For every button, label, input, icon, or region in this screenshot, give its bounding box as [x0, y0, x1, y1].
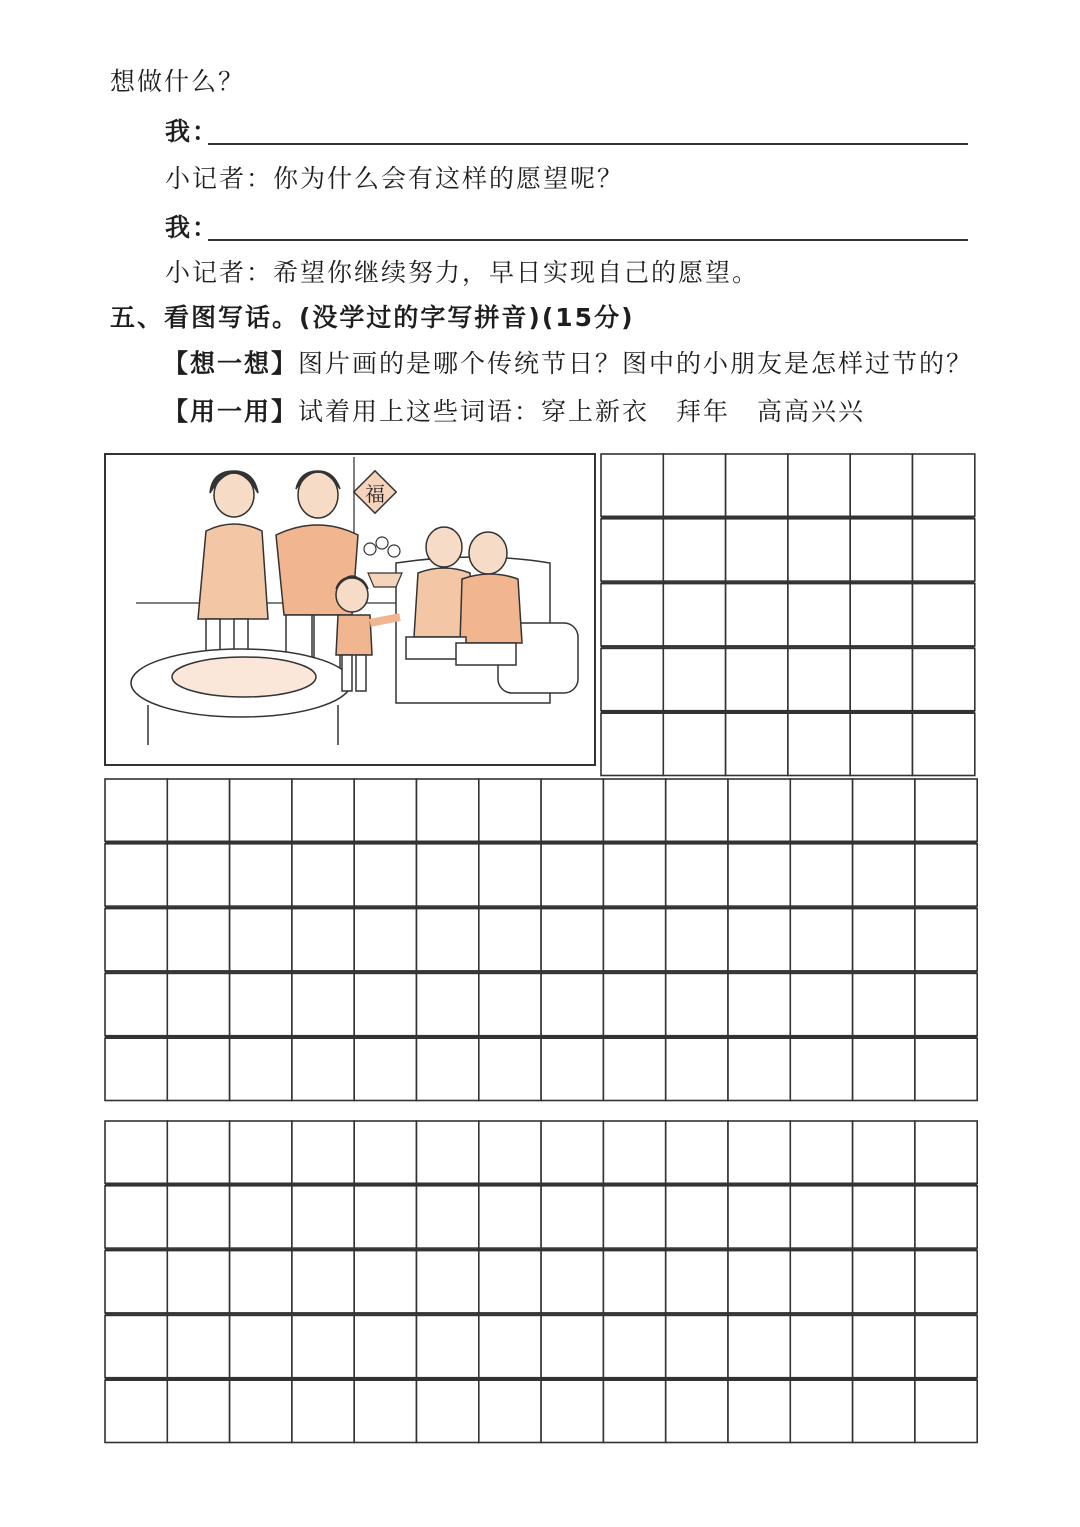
grid-cell[interactable]	[853, 779, 915, 841]
grid-cell[interactable]	[790, 844, 852, 906]
grid-cell[interactable]	[541, 973, 603, 1035]
grid-cell[interactable]	[230, 1380, 292, 1442]
grid-cell[interactable]	[230, 1251, 292, 1313]
grid-cell[interactable]	[541, 1251, 603, 1313]
grid-cell[interactable]	[417, 844, 479, 906]
grid-cell[interactable]	[479, 1038, 541, 1100]
grid-cell[interactable]	[601, 713, 663, 775]
grid-cell[interactable]	[850, 648, 912, 710]
illustration-frame	[104, 453, 596, 766]
grid-cell[interactable]	[417, 779, 479, 841]
grid-cell[interactable]	[167, 909, 229, 971]
grid-cell[interactable]	[601, 584, 663, 646]
grid-cell[interactable]	[853, 1038, 915, 1100]
grid-cell[interactable]	[167, 1038, 229, 1100]
fu-sign	[354, 471, 396, 513]
grid-cell[interactable]	[230, 1121, 292, 1183]
grid-cell[interactable]	[663, 584, 725, 646]
grid-cell[interactable]	[417, 1315, 479, 1377]
grid-cell[interactable]	[354, 1315, 416, 1377]
grid-cell[interactable]	[292, 1315, 354, 1377]
grid-cell[interactable]	[853, 1251, 915, 1313]
grid-cell[interactable]	[853, 1186, 915, 1248]
grid-cell[interactable]	[230, 1038, 292, 1100]
grid-cell[interactable]	[479, 973, 541, 1035]
grid-cell[interactable]	[167, 1380, 229, 1442]
grid-cell[interactable]	[601, 519, 663, 581]
grid-cell[interactable]	[790, 1121, 852, 1183]
grid-cell[interactable]	[850, 454, 912, 516]
grid-cell[interactable]	[541, 1186, 603, 1248]
grid-cell[interactable]	[788, 584, 850, 646]
grid-cell[interactable]	[601, 454, 663, 516]
answer-line-2[interactable]	[208, 239, 968, 241]
grid-cell[interactable]	[105, 909, 167, 971]
grid-cell[interactable]	[292, 1186, 354, 1248]
grid-cell[interactable]	[479, 779, 541, 841]
grid-cell[interactable]	[915, 1121, 977, 1183]
grid-cell[interactable]	[790, 1315, 852, 1377]
writing-grid-block-2	[104, 778, 978, 1106]
dumpling-table	[131, 649, 351, 745]
grid-cell[interactable]	[790, 779, 852, 841]
grid-svg	[600, 453, 976, 777]
grid-cell[interactable]	[790, 1251, 852, 1313]
writing-grid-block-3	[104, 1120, 978, 1448]
use-label: 【用一用】	[163, 397, 299, 426]
grid-cell[interactable]	[603, 1121, 665, 1183]
grid-cell[interactable]	[105, 1038, 167, 1100]
grandparents-figures	[406, 527, 522, 665]
grid-svg	[104, 1120, 978, 1444]
grid-cell[interactable]	[913, 713, 975, 775]
grid-cell[interactable]	[728, 1186, 790, 1248]
grid-cell[interactable]	[230, 973, 292, 1035]
grid-cell[interactable]	[790, 909, 852, 971]
grid-cell[interactable]	[853, 1315, 915, 1377]
grid-cell[interactable]	[728, 1380, 790, 1442]
grid-cell[interactable]	[850, 713, 912, 775]
grid-cell[interactable]	[230, 844, 292, 906]
grid-cell[interactable]	[663, 713, 725, 775]
grid-cell[interactable]	[167, 1186, 229, 1248]
grid-cell[interactable]	[417, 973, 479, 1035]
grid-cell[interactable]	[850, 519, 912, 581]
grid-cell[interactable]	[105, 1315, 167, 1377]
mother-figure	[198, 471, 268, 665]
writing-grid-beside-picture	[600, 453, 976, 781]
grid-cell[interactable]	[292, 844, 354, 906]
grid-cell[interactable]	[354, 844, 416, 906]
grid-cell[interactable]	[603, 844, 665, 906]
grid-cell[interactable]	[853, 1121, 915, 1183]
grid-cell[interactable]	[726, 648, 788, 710]
me-label-1: 我：	[165, 117, 220, 146]
grid-cell[interactable]	[230, 1186, 292, 1248]
grid-cell[interactable]	[105, 844, 167, 906]
grid-cell[interactable]	[666, 1186, 728, 1248]
grid-cell[interactable]	[790, 1380, 852, 1442]
grid-cell[interactable]	[292, 1251, 354, 1313]
grid-cell[interactable]	[541, 1315, 603, 1377]
grid-cell[interactable]	[726, 584, 788, 646]
grid-cell[interactable]	[230, 1315, 292, 1377]
grid-cell[interactable]	[354, 1121, 416, 1183]
grid-cell[interactable]	[663, 648, 725, 710]
grid-cell[interactable]	[853, 909, 915, 971]
grid-cell[interactable]	[167, 973, 229, 1035]
grid-cell[interactable]	[666, 973, 728, 1035]
grid-cell[interactable]	[292, 909, 354, 971]
grid-cell[interactable]	[788, 519, 850, 581]
grid-cell[interactable]	[666, 779, 728, 841]
grid-cell[interactable]	[603, 1251, 665, 1313]
grid-cell[interactable]	[915, 1380, 977, 1442]
grid-cell[interactable]	[354, 1186, 416, 1248]
grid-cell[interactable]	[354, 1038, 416, 1100]
grid-cell[interactable]	[728, 1315, 790, 1377]
grid-cell[interactable]	[663, 519, 725, 581]
grid-cell[interactable]	[603, 1186, 665, 1248]
grid-cell[interactable]	[230, 779, 292, 841]
grid-cell[interactable]	[541, 779, 603, 841]
grid-cell[interactable]	[105, 779, 167, 841]
grid-cell[interactable]	[913, 519, 975, 581]
grid-cell[interactable]	[354, 909, 416, 971]
grid-cell[interactable]	[790, 1038, 852, 1100]
grid-cell[interactable]	[853, 1380, 915, 1442]
grid-cell[interactable]	[913, 648, 975, 710]
grid-cell[interactable]	[417, 1038, 479, 1100]
think-text: 图片画的是哪个传统节日？图中的小朋友是怎样过节的？	[298, 349, 974, 378]
grid-cell[interactable]	[167, 1251, 229, 1313]
grid-cell[interactable]	[292, 1380, 354, 1442]
grid-cell[interactable]	[790, 1186, 852, 1248]
grid-cell[interactable]	[666, 1315, 728, 1377]
grid-cell[interactable]	[105, 1121, 167, 1183]
question-continued: 想做什么？	[110, 67, 246, 96]
grid-cell[interactable]	[728, 973, 790, 1035]
grid-cell[interactable]	[167, 779, 229, 841]
reporter-question-text: 小记者：你为什么会有这样的愿望呢？	[165, 164, 625, 193]
grid-cell[interactable]	[292, 1038, 354, 1100]
grid-cell[interactable]	[915, 1315, 977, 1377]
think-prompt	[163, 347, 973, 381]
child-figure	[336, 576, 400, 691]
grid-cell[interactable]	[790, 973, 852, 1035]
grid-cell[interactable]	[105, 1186, 167, 1248]
grid-cell[interactable]	[417, 1121, 479, 1183]
grid-cell[interactable]	[915, 973, 977, 1035]
spring-festival-illustration	[106, 455, 594, 764]
grid-cell[interactable]	[728, 844, 790, 906]
grid-cell[interactable]	[479, 844, 541, 906]
grid-cell[interactable]	[666, 1038, 728, 1100]
grid-cell[interactable]	[726, 454, 788, 516]
grid-svg	[104, 778, 978, 1102]
grid-cell[interactable]	[354, 973, 416, 1035]
grid-cell[interactable]	[541, 1038, 603, 1100]
grid-cell[interactable]	[479, 1380, 541, 1442]
grid-cell[interactable]	[663, 454, 725, 516]
grid-cell[interactable]	[105, 1380, 167, 1442]
grid-cell[interactable]	[913, 454, 975, 516]
grid-cell[interactable]	[915, 779, 977, 841]
grid-cell[interactable]	[666, 1251, 728, 1313]
grid-cell[interactable]	[230, 909, 292, 971]
grid-cell[interactable]	[603, 973, 665, 1035]
grid-cell[interactable]	[541, 1380, 603, 1442]
grid-cell[interactable]	[788, 648, 850, 710]
grid-cell[interactable]	[167, 1315, 229, 1377]
grid-cell[interactable]	[479, 1315, 541, 1377]
grid-cell[interactable]	[354, 1380, 416, 1442]
grid-cell[interactable]	[603, 779, 665, 841]
grid-cell[interactable]	[666, 1380, 728, 1442]
grid-cell[interactable]	[850, 584, 912, 646]
grid-cell[interactable]	[354, 779, 416, 841]
grid-cell[interactable]	[105, 973, 167, 1035]
grid-cell[interactable]	[728, 1251, 790, 1313]
grid-cell[interactable]	[666, 909, 728, 971]
grid-cell[interactable]	[853, 973, 915, 1035]
section-title: 五、看图写话。(没学过的字写拼音)(15分)	[110, 303, 635, 332]
grid-cell[interactable]	[292, 779, 354, 841]
grid-cell[interactable]	[666, 1121, 728, 1183]
grid-cell[interactable]	[417, 909, 479, 971]
grid-cell[interactable]	[788, 713, 850, 775]
grid-cell[interactable]	[541, 1121, 603, 1183]
grid-cell[interactable]	[292, 1121, 354, 1183]
use-text: 试着用上这些词语：穿上新衣 拜年 高高兴兴	[298, 397, 866, 426]
answer-line-1[interactable]	[208, 143, 968, 145]
grid-cell[interactable]	[726, 519, 788, 581]
grid-cell[interactable]	[479, 1121, 541, 1183]
me-label-2: 我：	[165, 213, 220, 242]
grid-cell[interactable]	[603, 1380, 665, 1442]
grid-cell[interactable]	[417, 1380, 479, 1442]
grid-cell[interactable]	[728, 909, 790, 971]
grid-cell[interactable]	[167, 1121, 229, 1183]
grid-cell[interactable]	[603, 909, 665, 971]
grid-cell[interactable]	[541, 844, 603, 906]
reporter-closing: 小记者：希望你继续努力，早日实现自己的愿望。	[165, 258, 760, 287]
grid-cell[interactable]	[601, 648, 663, 710]
grid-cell[interactable]	[728, 779, 790, 841]
svg-text:福: 福	[365, 482, 385, 506]
grid-cell[interactable]	[788, 454, 850, 516]
grid-cell[interactable]	[603, 1038, 665, 1100]
grid-cell[interactable]	[913, 584, 975, 646]
grid-cell[interactable]	[479, 1251, 541, 1313]
grid-cell[interactable]	[915, 844, 977, 906]
grid-cell[interactable]	[666, 844, 728, 906]
grid-cell[interactable]	[853, 844, 915, 906]
grid-cell[interactable]	[167, 844, 229, 906]
grid-cell[interactable]	[726, 713, 788, 775]
grid-cell[interactable]	[417, 1186, 479, 1248]
grid-cell[interactable]	[292, 973, 354, 1035]
grid-cell[interactable]	[603, 1315, 665, 1377]
grid-cell[interactable]	[728, 1121, 790, 1183]
use-prompt	[163, 395, 865, 429]
grid-cell[interactable]	[479, 909, 541, 971]
grid-cell[interactable]	[728, 1038, 790, 1100]
grid-cell[interactable]	[105, 1251, 167, 1313]
grid-cell[interactable]	[915, 1038, 977, 1100]
reporter-question	[165, 162, 624, 196]
grid-cell[interactable]	[915, 1251, 977, 1313]
grid-cell[interactable]	[541, 909, 603, 971]
grid-cell[interactable]	[354, 1251, 416, 1313]
grid-cell[interactable]	[915, 909, 977, 971]
grid-cell[interactable]	[417, 1251, 479, 1313]
grid-cell[interactable]	[479, 1186, 541, 1248]
think-label: 【想一想】	[163, 349, 299, 378]
grid-cell[interactable]	[915, 1186, 977, 1248]
flower-vase	[364, 537, 402, 587]
